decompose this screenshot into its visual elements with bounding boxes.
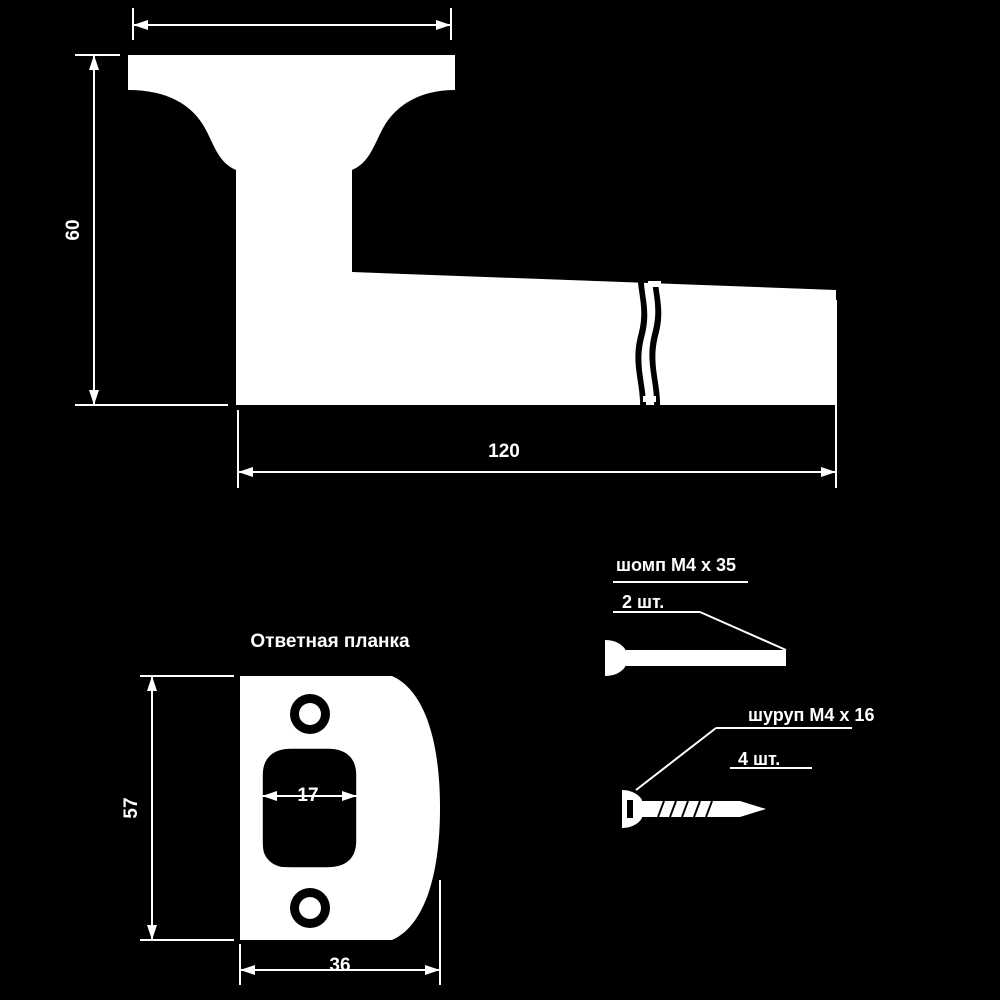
dimension-height-60-text: 60 [63, 219, 85, 241]
hardware-screw-group [622, 705, 874, 828]
bolt-head [605, 640, 626, 676]
bolt-shank [626, 650, 786, 666]
screw-point [740, 801, 766, 817]
screw-shank [642, 801, 740, 817]
dimension-cutout-width-17-text: 17 [297, 785, 319, 807]
handle-silhouette [128, 55, 836, 405]
dimension-top-width [133, 8, 451, 40]
bolt-quantity-label: 2 шт. [622, 591, 665, 612]
dimension-plate-width-36-text: 36 [329, 955, 351, 977]
plate-view-group [121, 631, 440, 985]
plate-view-label: Ответная планка [250, 631, 410, 653]
plate-cutout [262, 748, 357, 868]
dimension-plate-height-57 [121, 676, 234, 940]
hardware-bolt-group [605, 555, 786, 676]
screw-hole-bottom-bore [299, 897, 321, 919]
break-bridge-bottom [643, 396, 656, 402]
screw-head-slot [627, 800, 633, 818]
break-bridge-top [648, 281, 661, 287]
screw-hole-top-bore [299, 703, 321, 725]
bolt-part-label: шомп M4 x 35 [616, 554, 736, 575]
screw-part-label: шуруп M4 x 16 [748, 704, 875, 725]
screw-quantity-label: 4 шт. [738, 748, 781, 769]
side-view-group [63, 8, 836, 488]
dimension-cutout-height-28-text: 28 [373, 797, 395, 819]
dimension-length-120-text: 120 [488, 441, 520, 463]
dimension-plate-height-57-text: 57 [121, 797, 143, 819]
